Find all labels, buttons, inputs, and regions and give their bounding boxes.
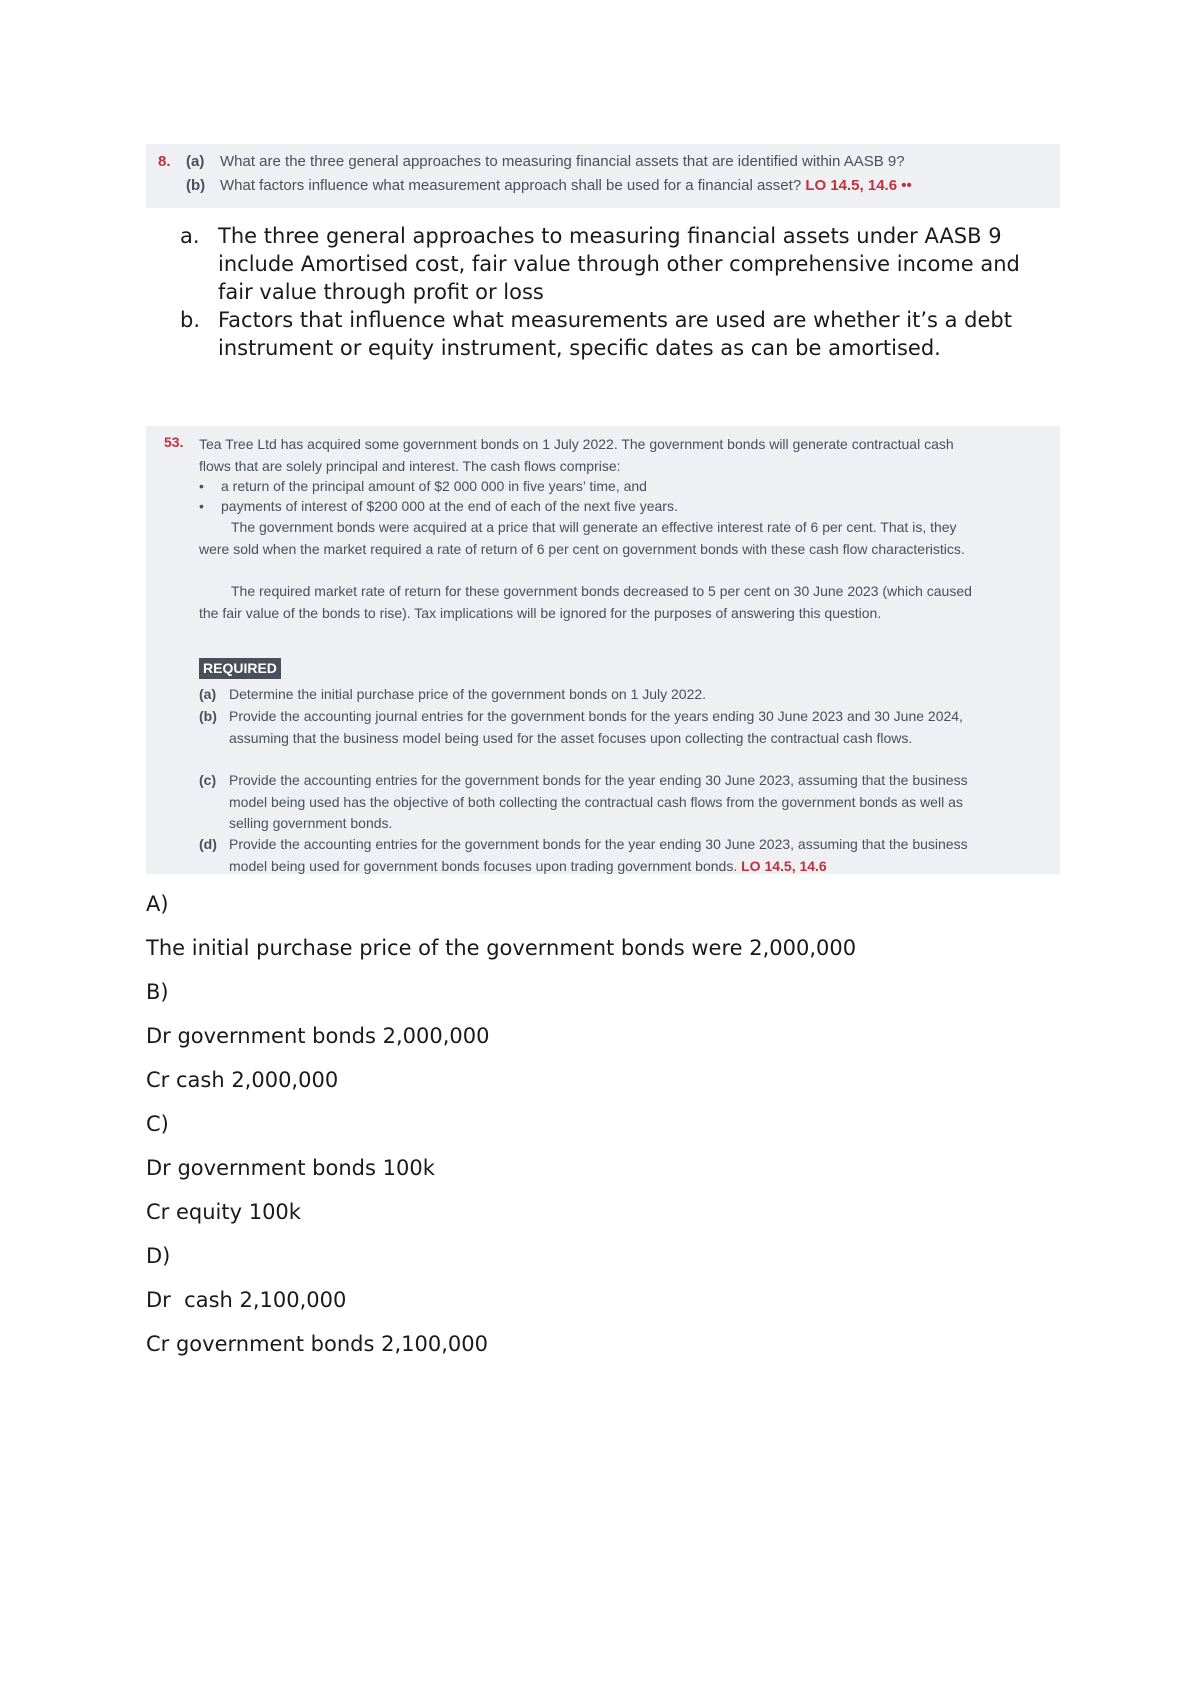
- part-label: (d): [199, 836, 217, 852]
- question-intro: Tea Tree Ltd has acquired some government bonds on 1 July 2022. The government bonds will generate contractual cash flows that are solely principal and interest. The cash flows comprise:: [199, 436, 954, 474]
- question-paragraph: The required market rate of return for these government bonds decreased to 5 per cent on 30 June 2023 (which caused the fair value of the bonds to rise). Tax implications will be ignored for the purposes of answering this question.: [199, 583, 972, 621]
- question-8-box: [146, 144, 1060, 208]
- part-label: (b): [186, 177, 206, 194]
- part-text: Provide the accounting journal entries for the government bonds for the years ending 30 June 2023 and 30 June 2024, assuming that the business model being used for the asset focuses upon collecting the contractual cash flows.: [229, 708, 963, 746]
- list-item-text: Factors that influence what measurements are used are whether it’s a debt instrument or equity instrument, specific dates as can be amortised.: [218, 308, 1013, 360]
- part-label: (a): [186, 153, 205, 170]
- list-item: [180, 222, 1060, 306]
- list-item: [180, 306, 1060, 362]
- answer-heading-d: D): [146, 1244, 171, 1268]
- journal-entry-credit: Cr cash 2,000,000: [146, 1068, 339, 1092]
- part-text: [220, 176, 912, 196]
- answer-heading-c: C): [146, 1112, 169, 1136]
- required-part: [199, 770, 989, 835]
- part-text: What are the three general approaches to measuring financial assets that are identified within AASB 9?: [220, 153, 905, 170]
- required-badge: REQUIRED: [199, 658, 281, 679]
- question-number: 53.: [164, 434, 184, 450]
- bullet-text: a return of the principal amount of $2 000 000 in five years’ time, and: [221, 478, 647, 494]
- required-part: [199, 684, 989, 706]
- list-item-text: The three general approaches to measuring financial assets under AASB 9 include Amortised cost, fair value through other comprehensive income and fair value through profit or loss: [218, 224, 1020, 304]
- bullet-text: payments of interest of $200 000 at the end of each of the next five years.: [221, 498, 678, 514]
- list-marker: a.: [180, 224, 200, 248]
- part-text: Determine the initial purchase price of the government bonds on 1 July 2022.: [229, 686, 707, 702]
- answer-text: The initial purchase price of the government bonds were 2,000,000: [146, 936, 857, 960]
- part-label: (c): [199, 772, 217, 788]
- required-part: [199, 706, 989, 749]
- part-label: (a): [199, 686, 217, 702]
- journal-entry-credit: Cr government bonds 2,100,000: [146, 1332, 488, 1356]
- answer-heading-a: A): [146, 892, 169, 916]
- question-paragraph: The government bonds were acquired at a price that will generate an effective interest rate of 6 per cent. That is, they were sold when the market required a rate of return of 6 per cent on government bonds with these cash flow characteristics.: [199, 519, 965, 557]
- answer-heading-b: B): [146, 980, 169, 1004]
- required-part: [199, 834, 989, 877]
- learning-outcome-ref: LO 14.5, 14.6 ••: [805, 177, 912, 194]
- learning-outcome-ref: LO 14.5, 14.6: [741, 857, 827, 874]
- bullet-dot: •: [199, 498, 204, 514]
- part-text: [229, 834, 989, 877]
- list-marker: b.: [180, 308, 201, 332]
- answer-8-list: [180, 222, 1060, 362]
- journal-entry-credit: Cr equity 100k: [146, 1200, 301, 1224]
- part-d-text: Provide the accounting entries for the government bonds for the year ending 30 June 2023, assuming that the business model being used for government bonds focuses upon trading government bonds.: [229, 836, 968, 874]
- journal-entry-debit: Dr government bonds 2,000,000: [146, 1024, 490, 1048]
- part-text: Provide the accounting entries for the government bonds for the year ending 30 June 2023, assuming that the business model being used has the objective of both collecting the contractual cash flows from the government bonds as well as selling government bonds.: [229, 772, 968, 831]
- part-b-text: What factors influence what measurement approach shall be used for a financial asset?: [220, 177, 802, 194]
- journal-entry-debit: Dr government bonds 100k: [146, 1156, 435, 1180]
- question-number: 8.: [158, 153, 171, 170]
- bullet-dot: •: [199, 478, 204, 494]
- question-53-box: [146, 426, 1060, 874]
- part-label: (b): [199, 708, 217, 724]
- journal-entry-debit: Dr cash 2,100,000: [146, 1288, 347, 1312]
